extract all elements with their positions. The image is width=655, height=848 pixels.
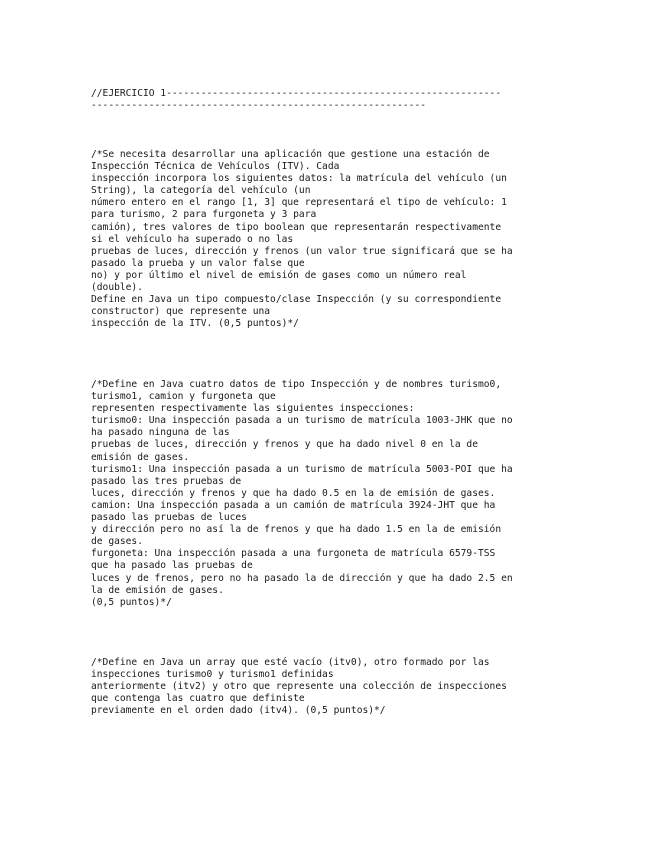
text-line: anteriormente (itv2) y otro que represente una colección de inspecciones: [91, 681, 507, 693]
exercise-header: [91, 88, 571, 112]
text-line: inspecciones turismo0 y turismo1 definidas: [91, 669, 334, 681]
text-line: (0,5 puntos)*/: [91, 596, 172, 608]
comment-block-arrays: [91, 657, 571, 717]
text-line: furgoneta: Una inspección pasada a una furgoneta de matrícula 6579-TSS: [91, 548, 496, 560]
text-line: pasado la prueba y un valor false que: [91, 257, 305, 269]
text-line: para turismo, 2 para furgoneta y 3 para: [91, 209, 317, 221]
text-line: pruebas de luces, dirección y frenos (un valor true significará que se ha: [91, 245, 513, 257]
text-line: que contenga las cuatro que definiste: [91, 693, 305, 705]
text-line: constructor) que represente una: [91, 306, 271, 318]
text-line: previamente en el orden dado (itv4). (0,5 puntos)*/: [91, 705, 386, 717]
text-line: Define en Java un tipo compuesto/clase Inspección (y su correspondiente: [91, 294, 502, 306]
text-line: pruebas de luces, dirección y frenos y que ha dado nivel 0 en la de: [91, 439, 478, 451]
text-line: inspección de la ITV. (0,5 puntos)*/: [91, 318, 299, 330]
text-line: luces y de frenos, pero no ha pasado la de dirección y que ha dado 2.5 en: [91, 572, 513, 584]
text-line: pasado las pruebas de luces: [91, 512, 247, 524]
text-line: ----------------------------------------------------------: [91, 100, 427, 112]
text-line: de gases.: [91, 536, 143, 548]
text-line: que ha pasado las pruebas de: [91, 560, 253, 572]
text-line: /*Se necesita desarrollar una aplicación que gestione una estación de: [91, 149, 490, 160]
text-line: pasado las tres pruebas de: [91, 475, 242, 487]
text-line: luces, dirección y frenos y que ha dado 0.5 en la de emisión de gases.: [91, 487, 496, 499]
text-line: String), la categoría del vehículo (un: [91, 185, 311, 197]
text-line: camión), tres valores de tipo boolean que representarán respectivamente: [91, 221, 502, 233]
text-line: (double).: [91, 282, 143, 294]
text-line: Inspección Técnica de Vehículos (ITV). Cada: [91, 161, 340, 173]
text-line: la de emisión de gases.: [91, 584, 224, 596]
text-line: si el vehículo ha superado o no las: [91, 233, 294, 245]
text-line: ha pasado ninguna de las: [91, 427, 230, 439]
text-line: /*Define en Java cuatro datos de tipo Inspección y de nombres turismo0,: [91, 379, 502, 390]
text-line: no) y por último el nivel de emisión de gases como un número real: [91, 269, 467, 281]
comment-block-description: [91, 149, 571, 330]
text-line: //EJERCICIO 1----------------------------------------------------------: [91, 88, 502, 99]
text-line: número entero en el rango [1, 3] que representará el tipo de vehículo: 1: [91, 197, 507, 209]
text-line: emisión de gases.: [91, 451, 190, 463]
text-line: camion: Una inspección pasada a un camión de matrícula 3924-JHT que ha: [91, 499, 496, 511]
text-line: /*Define en Java un array que esté vacío (itv0), otro formado por las: [91, 657, 490, 668]
text-line: turismo0: Una inspección pasada a un turismo de matrícula 1003-JHK que no: [91, 415, 513, 427]
text-line: inspección incorpora los siguientes datos: la matrícula del vehículo (un: [91, 173, 507, 185]
text-line: representen respectivamente las siguientes inspecciones:: [91, 403, 415, 415]
text-line: y dirección pero no así la de frenos y que ha dado 1.5 en la de emisión: [91, 524, 502, 536]
comment-block-definitions: [91, 379, 571, 609]
text-line: turismo1, camion y furgoneta que: [91, 391, 276, 403]
text-line: turismo1: Una inspección pasada a un turismo de matrícula 5003-POI que ha: [91, 463, 513, 475]
